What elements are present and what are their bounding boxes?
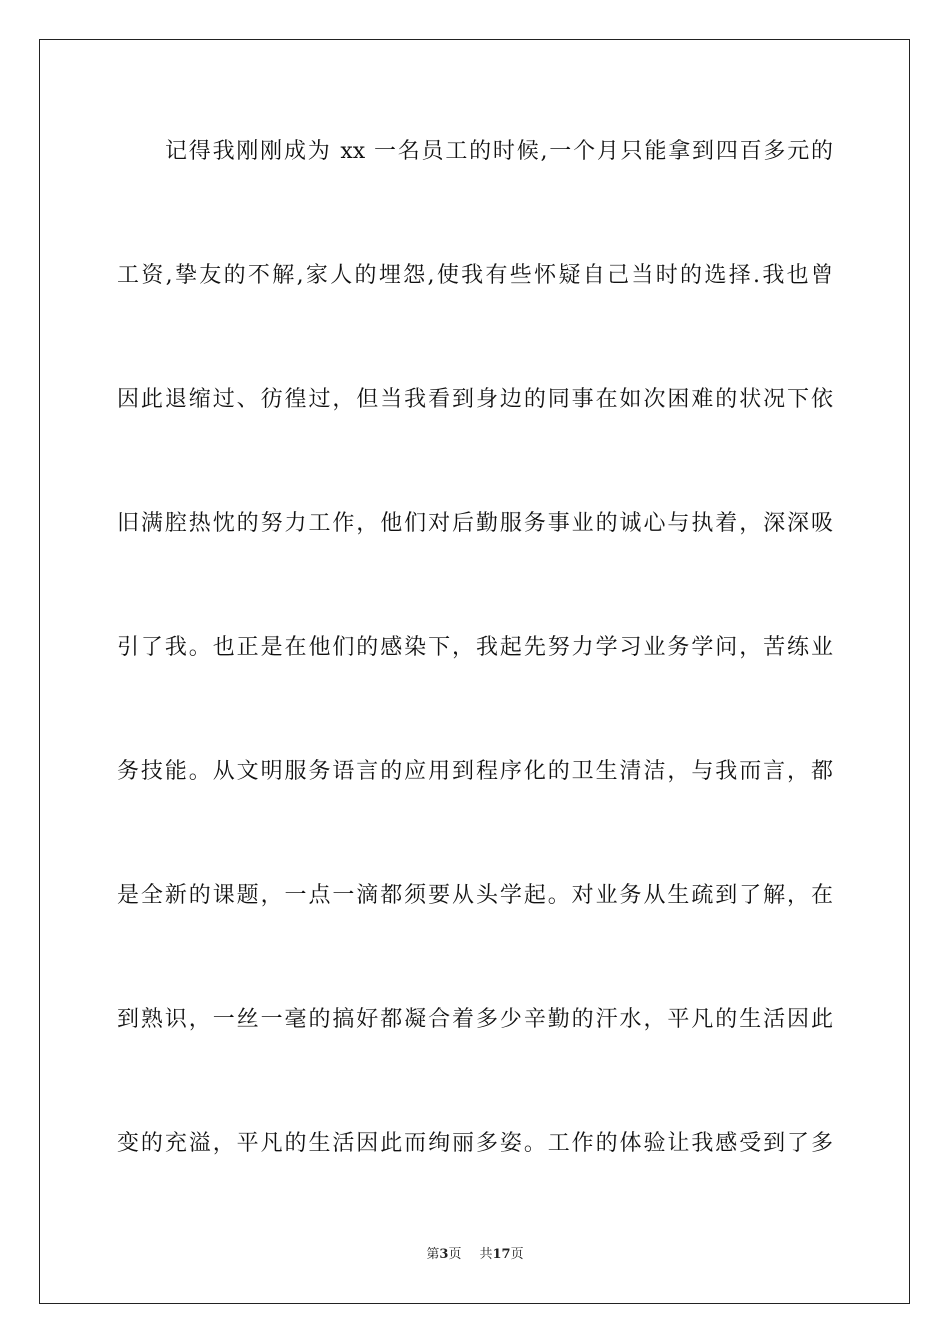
- paragraph-line-9: 变的充溢，平凡的生活因此而绚丽多姿。工作的体验让我感受到了多: [117, 1131, 833, 1156]
- page-number: 3: [439, 1247, 449, 1262]
- total-prefix: 共: [479, 1247, 493, 1262]
- paragraph-line-6: 务技能。从文明服务语言的应用到程序化的卫生清洁，与我而言，都: [117, 759, 833, 784]
- paragraph-line-4: 旧满腔热忱的努力工作，他们对后勤服务事业的诚心与执着，深深吸: [117, 511, 833, 536]
- paragraph-line-8: 到熟识，一丝一毫的搞好都凝合着多少辛勤的汗水，平凡的生活因此: [117, 1007, 833, 1032]
- page-suffix: 页: [448, 1247, 462, 1262]
- total-suffix: 页: [510, 1247, 524, 1262]
- paragraph-line-3: 因此退缩过、彷徨过，但当我看到身边的同事在如次困难的状况下依: [117, 387, 833, 412]
- paragraph-line-2: 工资,挚友的不解,家人的埋怨,使我有些怀疑自己当时的选择.我也曾: [117, 263, 833, 288]
- page-footer: [0, 1246, 950, 1264]
- page-prefix: 第: [426, 1247, 440, 1262]
- total-pages: 17: [492, 1247, 511, 1262]
- paragraph-line-1: 记得我刚刚成为 xx 一名员工的时候,一个月只能拿到四百多元的: [165, 139, 833, 164]
- paragraph-line-5: 引了我。也正是在他们的感染下，我起先努力学习业务学问，苦练业: [117, 635, 833, 660]
- page-border: [39, 39, 910, 1304]
- paragraph-line-7: 是全新的课题，一点一滴都须要从头学起。对业务从生疏到了解，在: [117, 883, 833, 908]
